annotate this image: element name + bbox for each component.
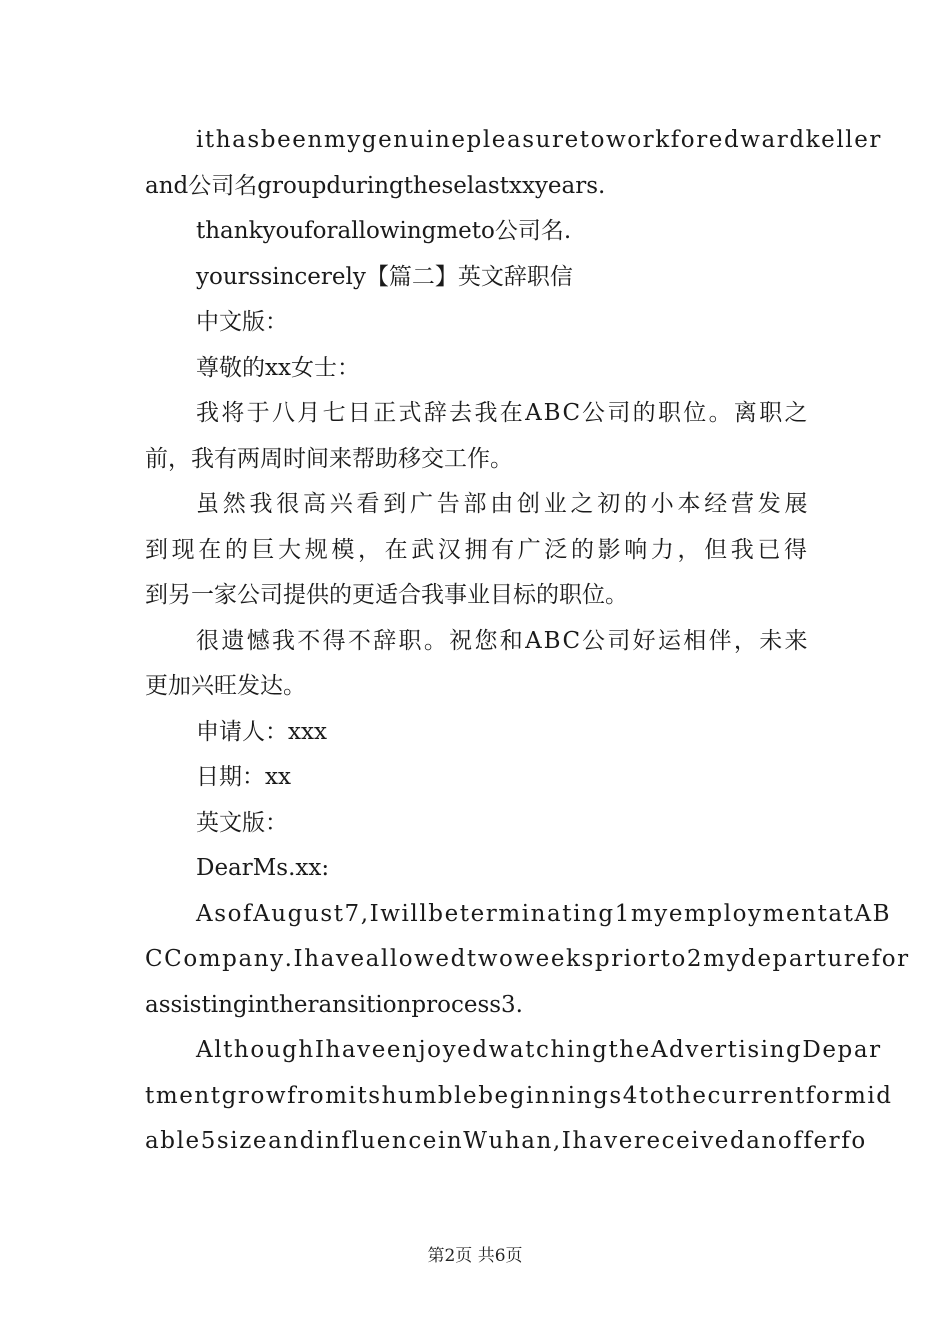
text-line: 到 现 在 的 巨 大 规 模 ， 在 武 汉 拥 有 广 泛 的 影 响 力 ， 但 我 已 得	[145, 536, 807, 563]
text-line: 申请人：xxx	[196, 718, 327, 745]
text-line: yourssincerely【篇二】英文辞职信	[196, 263, 573, 290]
text-line: and公司名groupduringtheselastxxyears.	[145, 172, 606, 199]
text-line: 到另一家公司提供的更适合我事业目标的职位。	[145, 582, 628, 608]
text-line: 很 遗 憾 我 不 得 不 辞 职 。 祝 您 和 A B C 公 司 好 运 相 伴 ， 未 来	[196, 627, 808, 654]
text-line: 尊敬的xx女士：	[196, 354, 360, 381]
text-line: i t h a s b e e n m y g e n u i n e p l e a s u r e t o w o r k f o r e d w a r d k e l l e r	[196, 127, 881, 153]
text-line: 前，我有两周时间来帮助移交工作。	[145, 445, 513, 472]
text-line: A l t h o u g h I h a v e e n j o y e d w a t c h i n g t h e A d v e r t i s i n g D e p a r	[196, 1037, 881, 1063]
text-line: t m e n t g r o w f r o m i t s h u m b l e b e g i n n i n g s 4 t o t h e c u r r e n t f o r m i d	[145, 1082, 891, 1109]
text-line: 中文版：	[196, 309, 288, 335]
text-line: a b l e 5 s i z e a n d i n f l u e n c e i n W u h a n , I h a v e r e c e i v e d a n o f f e r f o	[145, 1128, 866, 1154]
text-line: 更加兴旺发达。	[145, 673, 306, 699]
text-line: DearMs.xx:	[196, 855, 330, 881]
text-line: 我 将 于 八 月 七 日 正 式 辞 去 我 在 A B C 公 司 的 职 位 。 离 职 之	[196, 400, 808, 426]
document-body	[145, 118, 909, 1165]
page-number-footer: 第2页 共6页	[427, 1246, 523, 1266]
text-line: 英文版：	[196, 809, 288, 836]
text-line: assistingintheransitionprocess3.	[145, 991, 523, 1018]
text-line: thankyouforallowingmeto公司名.	[196, 218, 572, 244]
text-line: 虽 然 我 很 高 兴 看 到 广 告 部 由 创 业 之 初 的 小 本 经 营 发 展	[196, 491, 808, 517]
text-line: 日期：xx	[196, 764, 291, 790]
text-line: C C o m p a n y . I h a v e a l l o w e d t w o w e e k s p r i o r t o 2 m y d e p a r t u r e f o r	[145, 946, 909, 972]
text-line: A s o f A u g u s t 7 , I w i l l b e t e r m i n a t i n g 1 m y e m p l o y m e n t a t A B	[196, 900, 890, 927]
